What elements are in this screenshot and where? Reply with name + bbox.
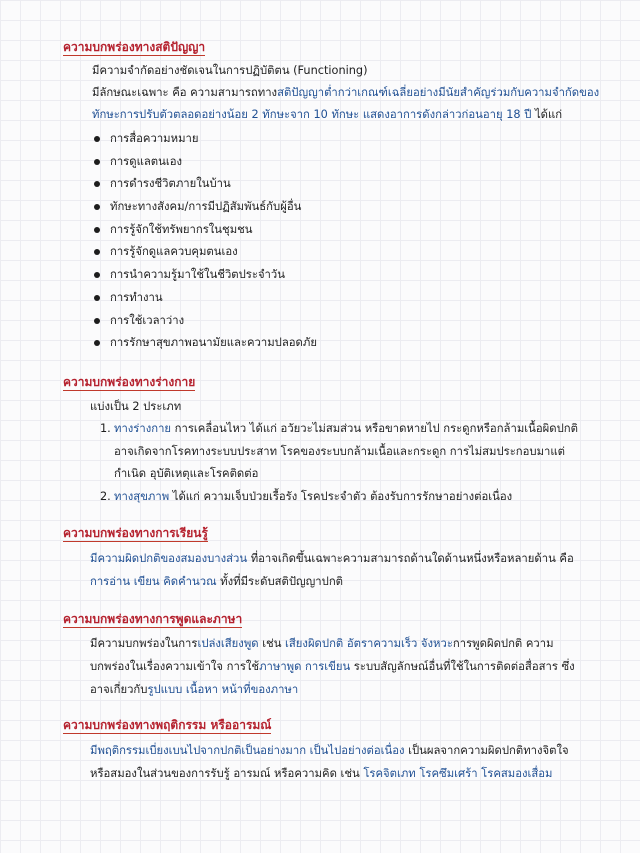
intellectual-highlight-1: สติปัญญาต่ำกว่าเกณฑ์เฉลี่ยอย่างมีนัยสำคัญร่วมกับความจำกัดของ (277, 86, 600, 99)
list-item: การดำรงชีวิตภายในบ้าน (92, 173, 317, 196)
intellectual-highlight-2: ทักษะการปรับตัวตลอดอย่างน้อย 2 ทักษะจาก 10 ทักษะ (92, 108, 360, 121)
behavior-line-1: มีพฤติกรรมเบี่ยงเบนไปจากปกติเป็นอย่างมาก เป็นไปอย่างต่อเนื่อง เป็นผลจากความผิดปกติทางจิตใจ (90, 744, 569, 757)
list-item: ทักษะทางสังคม/การมีปฏิสัมพันธ์กับผู้อื่น (92, 196, 317, 219)
physical-item-1-line-2: อาจเกิดจากโรคทางระบบประสาท โรคของระบบกล้ามเนื้อและกระดูก การไม่สมประกอบมาแต่ (114, 445, 566, 458)
list-item: การนำความรู้มาใช้ในชีวิตประจำวัน (92, 264, 317, 287)
list-item: การรู้จักใช้ทรัพยากรในชุมชน (92, 219, 317, 242)
list-item: การดูแลตนเอง (92, 151, 317, 174)
learning-line-1: มีความผิดปกติของสมองบางส่วน ที่อาจเกิดขึ้นเฉพาะความสามารถด้านใดด้านหนึ่งหรือหลายด้าน คือ (90, 552, 574, 565)
list-item: การสื่อความหมาย (92, 128, 317, 151)
list-item: การรู้จักดูแลควบคุมตนเอง (92, 241, 317, 264)
physical-item-2-number: 2. (100, 490, 111, 503)
speech-line-1: มีความบกพร่องในการเปล่งเสียงพูด เช่น เสียงผิดปกติ อัตราความเร็ว จังหวะการพูดผิดปกติ ความ (90, 637, 554, 650)
learning-line-2: การอ่าน เขียน คิดคำนวณ ทั้งที่มีระดับสติปัญญาปกติ (90, 575, 343, 588)
section-title-learning: ความบกพร่องทางการเรียนรู้ (63, 526, 208, 540)
list-item: การใช้เวลาว่าง (92, 310, 317, 333)
physical-item-1-number: 1. (100, 422, 111, 435)
speech-line-3: อาจเกี่ยวกับรูปแบบ เนื้อหา หน้าที่ของภาษา (90, 683, 299, 696)
behavior-line-2: หรือสมองในส่วนของการรับรู้ อารมณ์ หรือความคิด เช่น โรคจิตเภท โรคซึมเศร้า โรคสมองเสื่อม (90, 767, 553, 780)
speech-highlight-3: ภาษาพูด การเขียน (259, 660, 351, 673)
physical-term-1: ทางร่างกาย (114, 422, 172, 435)
physical-intro: แบ่งเป็น 2 ประเภท (90, 400, 182, 413)
behavior-highlight-2: โรคจิตเภท โรคซึมเศร้า โรคสมองเสื่อม (363, 767, 553, 780)
list-item: การรักษาสุขภาพอนามัยและความปลอดภัย (92, 332, 317, 355)
speech-highlight-2: เสียงผิดปกติ อัตราความเร็ว จังหวะ (285, 637, 453, 650)
speech-highlight-1: เปล่งเสียงพูด (197, 637, 259, 650)
learning-highlight-2: การอ่าน เขียน คิดคำนวณ (90, 575, 217, 588)
behavior-highlight-1: มีพฤติกรรมเบี่ยงเบนไปจากปกติเป็นอย่างมาก เป็นไปอย่างต่อเนื่อง (90, 744, 405, 757)
speech-highlight-4: รูปแบบ เนื้อหา หน้าที่ของภาษา (147, 683, 299, 696)
intellectual-line-3: ทักษะการปรับตัวตลอดอย่างน้อย 2 ทักษะจาก 10 ทักษะ แสดงอาการดังกล่าวก่อนอายุ 18 ปี ได้แก่ (92, 108, 563, 121)
intellectual-highlight-3: แสดงอาการดังกล่าวก่อนอายุ 18 ปี (359, 108, 532, 121)
speech-line-2: บกพร่องในเรื่องความเข้าใจ การใช้ภาษาพูด การเขียน ระบบสัญลักษณ์อื่นที่ใช้ในการติดต่อสื่อสาร ซึ่ง (90, 660, 575, 673)
physical-term-2: ทางสุขภาพ (114, 490, 170, 503)
intellectual-line-1: มีความจำกัดอย่างชัดเจนในการปฏิบัติตน (Functioning) (92, 64, 368, 77)
adaptive-skills-list (92, 128, 317, 355)
section-title-speech: ความบกพร่องทางการพูดและภาษา (63, 612, 243, 626)
physical-item-2-line: ทางสุขภาพ ได้แก่ ความเจ็บป่วยเรื้อรัง โรคประจำตัว ต้องรับการรักษาอย่างต่อเนื่อง (114, 490, 513, 503)
intellectual-line-2: มีลักษณะเฉพาะ คือ ความสามารถทางสติปัญญาต่ำกว่าเกณฑ์เฉลี่ยอย่างมีนัยสำคัญร่วมกับความจำกัดของ (92, 86, 600, 99)
list-item: การทำงาน (92, 287, 317, 310)
section-title-intellectual: ความบกพร่องทางสติปัญญา (63, 40, 206, 54)
section-title-physical: ความบกพร่องทางร่างกาย (63, 375, 196, 389)
physical-item-1-line-3: กำเนิด อุบัติเหตุและโรคติดต่อ (114, 467, 259, 480)
learning-highlight-1: มีความผิดปกติของสมองบางส่วน (90, 552, 248, 565)
physical-item-1-line-1: ทางร่างกาย การเคลื่อนไหว ได้แก่ อวัยวะไม่สมส่วน หรือขาดหายไป กระดูกหรือกล้ามเนื้อผิดปกติ (114, 422, 578, 435)
section-title-behavior: ความบกพร่องทางพฤติกรรม หรืออารมณ์ (63, 718, 272, 732)
